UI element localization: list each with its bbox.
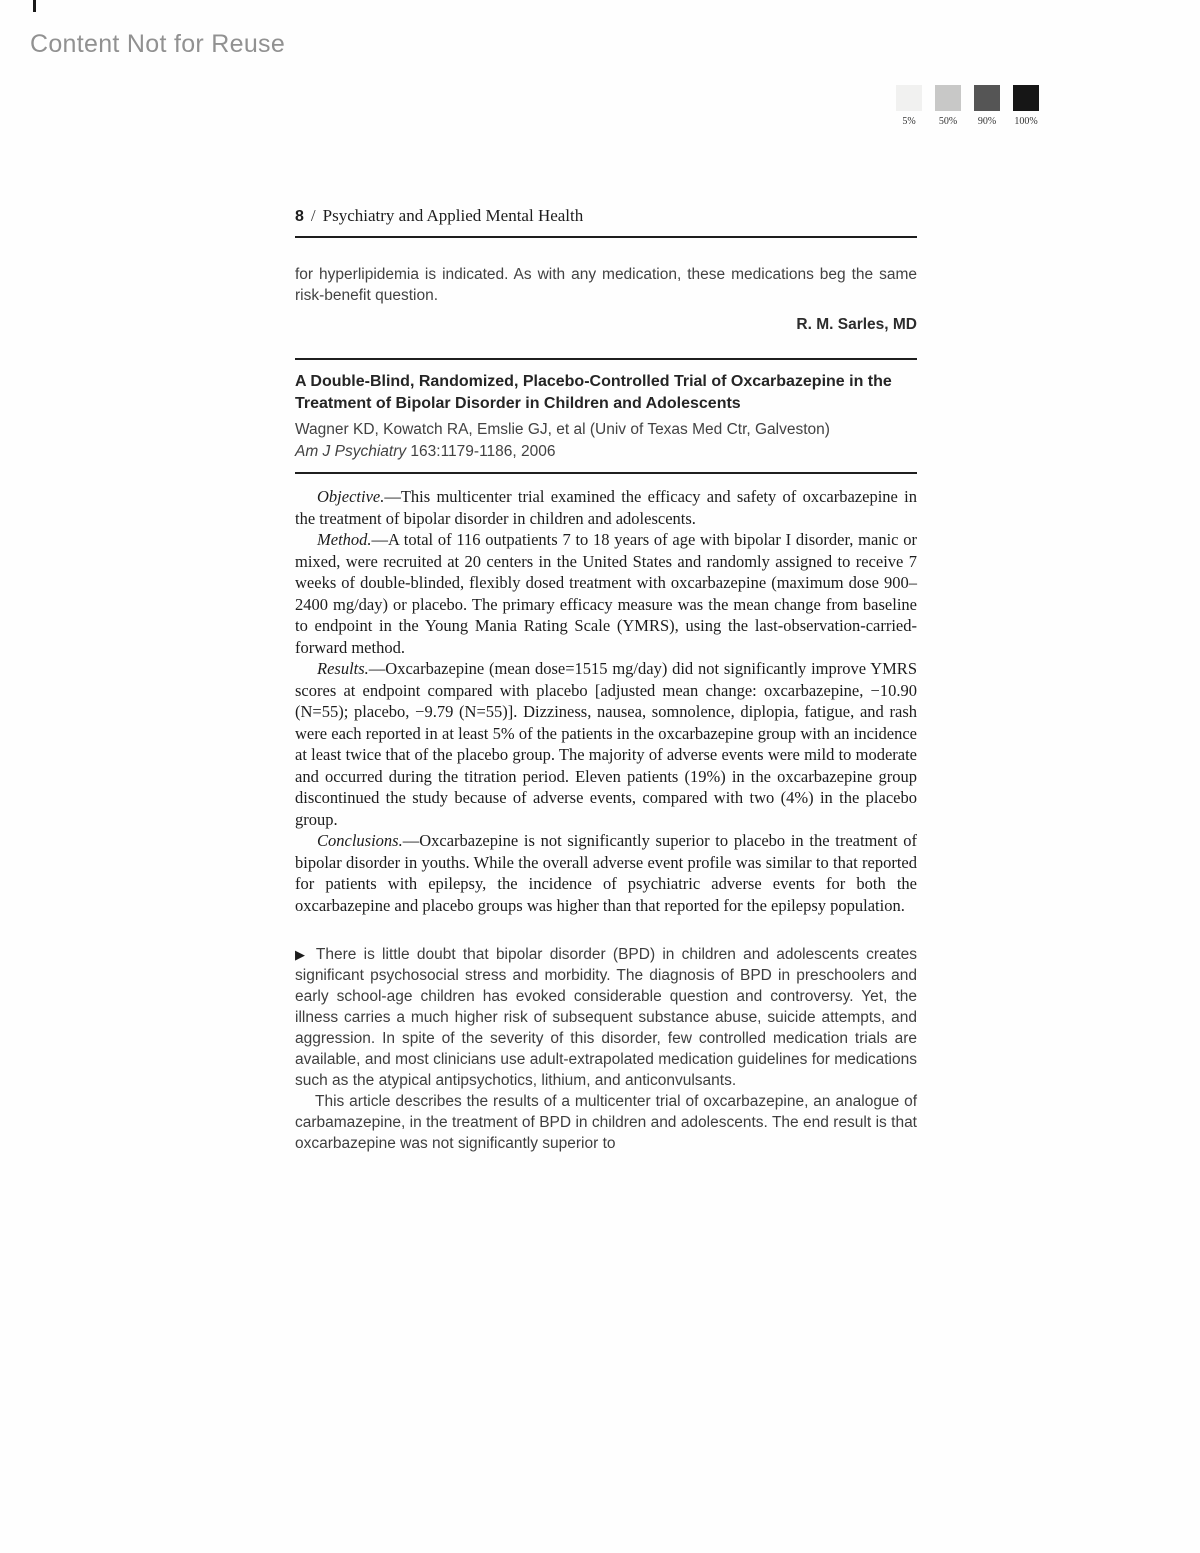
- swatch-color-5: [896, 85, 922, 111]
- abstract-conclusions: [295, 830, 917, 916]
- commentary-paragraph-1-text: There is little doubt that bipolar disorder (BPD) in children and adolescents creates significant psychosocial stress and morbidity. The diagnosis of BPD in preschoolers and early school-age children has evoked considerable question and controversy. Yet, the illness carries a much higher risk of subsequent substance abuse, suicide attempts, and aggression. In spite of the severity of this disorder, few controlled medication trials are available, and most clinicians use adult-extrapolated medication guidelines for medications such as the atypical antipsychotics, lithium, and anticonvulsants.: [295, 946, 918, 1089]
- journal-name: Am J Psychiatry: [295, 443, 407, 460]
- article-citation: [295, 441, 917, 463]
- calibration-swatch-50: [935, 85, 961, 127]
- abstract-results-text: —Oxcarbazepine (mean dose=1515 mg/day) did not significantly improve YMRS scores at endpoint compared with placebo [adjusted mean change: oxcarbazepine, −10.90 (N=55); placebo, −9.79 (N=55)]. Dizziness, nausea, somnolence, diplopia, fatigue, and rash were each reported in at least 5% of the patients in the oxcarbazepine group with an incidence at least twice that of the placebo group. The majority of adverse events were mild to moderate and occurred during the titration period. Eleven patients (19%) in the oxcarbazepine group discontinued the study because of adverse events, compared with two (4%) in the placebo group.: [295, 659, 917, 829]
- commentary-arrow-icon: ▶: [295, 947, 308, 962]
- section-rule-bottom: [295, 472, 917, 474]
- calibration-swatch-5: [896, 85, 922, 127]
- watermark-text: Content Not for Reuse: [30, 30, 286, 58]
- abstract-objective-text: —This multicenter trial examined the efficacy and safety of oxcarbazepine in the treatment of bipolar disorder in children and adolescents.: [295, 487, 917, 528]
- running-head-title: Psychiatry and Applied Mental Health: [322, 206, 584, 225]
- swatch-label-90: 90%: [977, 116, 997, 127]
- commentary-block: [295, 944, 917, 1154]
- running-head-separator: /: [310, 206, 316, 225]
- swatch-label-5: 5%: [902, 116, 916, 127]
- abstract-conclusions-text: —Oxcarbazepine is not significantly superior to placebo in the treatment of bipolar disorder in youths. While the overall adverse event profile was similar to that reported for patients with epilepsy, the incidence of psychiatric adverse events for both the oxcarbazepine and placebo groups was higher than that reported for the epilepsy population.: [295, 831, 917, 915]
- abstract-results: [295, 658, 917, 830]
- page-content-column: [295, 205, 917, 1154]
- intro-paragraph: for hyperlipidemia is indicated. As with any medication, these medications beg the same risk-benefit question.: [295, 266, 917, 304]
- swatch-label-100: 100%: [1014, 116, 1038, 127]
- abstract-method: [295, 529, 917, 658]
- author-signature: R. M. Sarles, MD: [796, 316, 917, 333]
- article-title: A Double-Blind, Randomized, Placebo-Controlled Trial of Oxcarbazepine in the Treatment of Bipolar Disorder in Children and Adolescents: [295, 373, 892, 412]
- swatch-color-50: [935, 85, 961, 111]
- calibration-strip: [896, 85, 1039, 127]
- registration-mark: [33, 0, 36, 12]
- section-rule-top: [295, 358, 917, 360]
- commentary-paragraph-2: This article describes the results of a multicenter trial of oxcarbazepine, an analogue of carbamazepine, in the treatment of BPD in children and adolescents. The end result is that oxcarbazepine was not significantly superior to: [295, 1093, 917, 1152]
- abstract-objective-label: Objective.: [317, 487, 385, 506]
- commentary-paragraph-1: [295, 944, 917, 1091]
- abstract-method-text: —A total of 116 outpatients 7 to 18 years of age with bipolar I disorder, manic or mixed, were recruited at 20 centers in the United States and randomly assigned to receive 7 weeks of double-blinded, flexibly dosed treatment with oxcarbazepine (maximum dose 900–2400 mg/day) or placebo. The primary efficacy measure was the mean change from baseline to endpoint in the Young Mania Rating Scale (YMRS), using the last-observation-carried-forward method.: [295, 530, 917, 657]
- journal-volume-pages: 163:1179-1186, 2006: [406, 443, 556, 460]
- abstract-conclusions-label: Conclusions.: [317, 831, 403, 850]
- calibration-swatch-90: [974, 85, 1000, 127]
- calibration-swatch-100: [1013, 85, 1039, 127]
- page-number: 8: [295, 208, 304, 225]
- abstract-results-label: Results.: [317, 659, 369, 678]
- abstract-block: [295, 486, 917, 916]
- abstract-objective: [295, 486, 917, 529]
- swatch-label-50: 50%: [938, 116, 958, 127]
- article-authors: Wagner KD, Kowatch RA, Emslie GJ, et al (Univ of Texas Med Ctr, Galveston): [295, 421, 830, 438]
- running-head: [295, 205, 917, 238]
- abstract-method-label: Method.: [317, 530, 372, 549]
- swatch-color-100: [1013, 85, 1039, 111]
- swatch-color-90: [974, 85, 1000, 111]
